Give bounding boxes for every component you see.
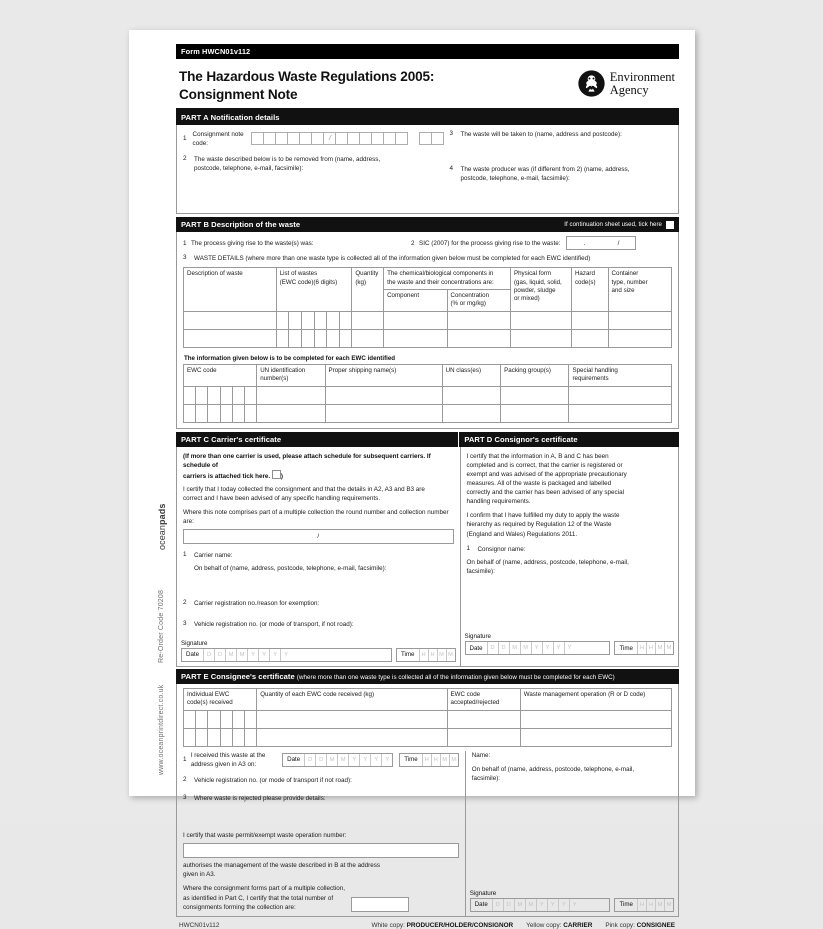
- ewc-header-row: [184, 364, 672, 386]
- part-e-q3-label: Where waste is rejected please provide details:: [194, 794, 326, 803]
- col-description: Description of waste: [184, 268, 277, 312]
- part-d-header: [458, 432, 679, 447]
- part-d-q1-sub: On behalf of (name, address, postcode, telephone, e-mail, facsimile):: [467, 558, 673, 576]
- part-cd-headers: [176, 432, 679, 447]
- round-collection-number-field[interactable]: [183, 529, 454, 544]
- part-c-header: [176, 432, 458, 447]
- col-individual-ewc: Individual EWC code(s) received: [184, 688, 257, 710]
- col-accepted-rejected: EWC code accepted/rejected: [447, 688, 520, 710]
- col-quantity-received: Quantity of each EWC code received (kg): [257, 688, 447, 710]
- sic-dot: .: [584, 239, 586, 248]
- sic-code-field[interactable]: [566, 236, 636, 250]
- part-e-total-consignments-field[interactable]: [351, 897, 409, 912]
- col-packing-group: Packing group(s): [501, 364, 569, 386]
- continuation-tick-group: [564, 221, 674, 229]
- part-d-confirm-text: I confirm that I have fulfilled my duty to apply the waste hierarchy as required by Regulation 12 of the Waste (England and Wales) Regulations 2011.: [467, 511, 673, 538]
- col-quantity: Quantity (kg): [352, 268, 384, 312]
- part-c-q2-label: Carrier registration no./reason for exemption:: [194, 599, 319, 608]
- table-row[interactable]: [184, 386, 672, 404]
- part-d-signature-row: [461, 641, 679, 659]
- col-management-operation: Waste management operation (R or D code): [520, 688, 671, 710]
- part-c-date-label: Date: [182, 651, 203, 658]
- part-d-time-label: Time: [615, 645, 637, 652]
- part-c-time-label: Time: [397, 651, 419, 658]
- consignment-note-code-suffix[interactable]: [419, 132, 444, 145]
- sic-slash: /: [618, 239, 620, 248]
- part-e-authorise-text: authorises the management of the waste described in B at the address given in A3.: [183, 861, 459, 879]
- part-c-date-field[interactable]: Date D D M M Y Y Y Y: [181, 648, 392, 662]
- col-component: Component: [384, 290, 447, 312]
- table-row[interactable]: [184, 329, 672, 347]
- form-footer: [176, 917, 679, 929]
- part-a-q2-label: The waste described below is to be removed from (name, address, postcode, telephone, e-mail, facsimile):: [194, 155, 380, 173]
- table-row[interactable]: [184, 710, 672, 728]
- part-e-q3-input[interactable]: [183, 803, 459, 829]
- part-e-q2-number: 2: [183, 776, 191, 785]
- page-title: The Hazardous Waste Regulations 2005: Consignment Note: [179, 68, 434, 102]
- part-d-time-field[interactable]: Time H H M M: [614, 641, 674, 655]
- part-b-q2-number: 2: [411, 240, 419, 247]
- table-row[interactable]: [184, 728, 672, 746]
- part-e-q2-input[interactable]: [183, 785, 459, 794]
- part-d-signature-label: Signature: [461, 633, 679, 641]
- table-row[interactable]: [184, 404, 672, 422]
- part-c-signature-label: Signature: [177, 640, 460, 648]
- part-c-certify-text: I certify that I today collected the consignment and that the details in A2, A3 and B3 are correct and I have been advised of any specific handling requirements.: [183, 485, 454, 503]
- col-shipping-name: Proper shipping name(s): [325, 364, 442, 386]
- part-e-sign-time-field[interactable]: Time H H M M: [614, 898, 674, 912]
- part-e-panel: [176, 684, 679, 917]
- part-a-q4-input[interactable]: [450, 183, 672, 201]
- part-d-certify-text: I certify that the information in A, B and C has been completed and is correct, that the carrier is registered or exempt and was advised of the appropriate precautionary measures. All of the waste is packaged and labelled correctly and the carrier has been advised of any special handling requirements.: [467, 452, 673, 507]
- waste-details-table: [183, 267, 672, 348]
- part-d-date-field[interactable]: Date D D M M Y Y Y Y: [465, 641, 611, 655]
- part-d-q1-number: 1: [467, 545, 475, 554]
- col-physical-form: Physical form (gas, liquid, solid, powder, sludge or mixed): [510, 268, 571, 312]
- part-e-time-label: Time: [400, 756, 422, 763]
- part-a-panel: [176, 125, 679, 215]
- environment-agency-icon: [578, 70, 605, 97]
- part-e-sign-time-label: Time: [615, 901, 637, 908]
- part-e-q3-number: 3: [183, 794, 191, 803]
- part-a-q3-number: 3: [450, 130, 458, 139]
- part-c-q1-label: Carrier name:: [194, 551, 233, 560]
- consignment-note-form: [176, 44, 679, 929]
- part-e-q2-label: Vehicle registration no. (or mode of transport if not road):: [194, 776, 352, 785]
- part-e-date-label: Date: [283, 756, 304, 763]
- form-header: [176, 59, 679, 104]
- part-e-q1-number: 1: [183, 756, 188, 763]
- col-hazard-code: Hazard code(s): [571, 268, 608, 312]
- part-e-signature-row: [466, 898, 678, 916]
- part-e-onbehalf-input[interactable]: [472, 783, 672, 823]
- part-b-panel: [176, 232, 679, 429]
- part-c-q3-number: 3: [183, 620, 191, 629]
- part-c-q2-number: 2: [183, 599, 191, 608]
- part-a-q1-number: 1: [183, 135, 190, 142]
- part-e-name-label: Name:: [472, 751, 672, 760]
- continuation-tick-checkbox[interactable]: [666, 221, 674, 229]
- part-c-q3-label: Vehicle registration no. (or mode of transport, if not road):: [194, 620, 354, 629]
- part-e-multiple-text: Where the consignment forms part of a multiple collection, as identified in Part C, I certify that the total number of consignments forming the collection are:: [183, 884, 345, 911]
- part-e-received-date-field[interactable]: Date D D M M Y Y Y Y: [282, 753, 393, 767]
- part-a-q4-label: The waste producer was (if different from 2) (name, address, postcode, telephone, e-mail, facsimile):: [461, 165, 630, 183]
- reorder-code: Re-Order Code 70208: [158, 590, 165, 663]
- table-header-row: [184, 268, 672, 290]
- part-a-q2-number: 2: [183, 155, 191, 173]
- part-a-q2-input[interactable]: [183, 173, 444, 207]
- round-collection-slash: /: [317, 532, 319, 541]
- part-a-q4-number: 4: [450, 165, 458, 183]
- part-c-q3-input[interactable]: [183, 629, 454, 638]
- part-e-received-time-field[interactable]: Time H H M M: [399, 753, 459, 767]
- part-c-title: PART C Carrier's certificate: [181, 435, 281, 444]
- consignment-note-code-field[interactable]: [251, 132, 408, 145]
- part-b-q3-label: WASTE DETAILS (where more than one waste type is collected all of the information given below must be completed for each EWC identified): [194, 254, 590, 263]
- part-c-q1-input[interactable]: [183, 573, 454, 597]
- part-b-header: [176, 217, 679, 232]
- col-un-class: UN class(es): [442, 364, 501, 386]
- copy-yellow: Yellow copy: CARRIER: [526, 922, 592, 929]
- col-ewc-list: List of wastes (EWC code)(6 digits): [276, 268, 352, 312]
- website-url: www.oceanprintdirect.co.uk: [158, 685, 165, 775]
- part-c-q2-input[interactable]: [183, 608, 454, 620]
- part-a-q1-label: Consignment note code:: [193, 130, 249, 148]
- form-code-bar: Form HWCN01v112: [176, 44, 679, 59]
- part-b-q3-number: 3: [183, 254, 191, 263]
- part-e-header: [176, 669, 679, 684]
- part-a-header: [176, 110, 679, 125]
- part-b-title: PART B Description of the waste: [181, 220, 300, 229]
- consignee-table: [183, 688, 672, 747]
- part-e-permit-label: I certify that waste permit/exempt waste operation number:: [183, 831, 459, 840]
- part-b-q1-label: The process giving rise to the waste(s) was:: [191, 239, 411, 248]
- ewc-section-note: The information given below is to be completed for each EWC identified: [177, 352, 678, 364]
- copy-pink: Pink copy: CONSIGNEE: [605, 922, 675, 929]
- part-e-signature-label: Signature: [466, 890, 678, 898]
- environment-agency-logo: [578, 68, 675, 97]
- part-a-q3-label: The waste will be taken to (name, address and postcode):: [461, 130, 622, 139]
- footer-copies: [371, 922, 675, 929]
- part-e-permit-field[interactable]: [183, 843, 459, 858]
- part-e-onbehalf-label: On behalf of (name, address, postcode, telephone, e-mail, facsimile):: [472, 765, 672, 783]
- col-special-handling: Special handling requirements: [569, 364, 672, 386]
- part-e-sign-date-label: Date: [471, 901, 492, 908]
- ewc-details-table: [183, 364, 672, 423]
- col-container: Container type, number and size: [608, 268, 671, 312]
- col-un-id: UN identification number(s): [257, 364, 325, 386]
- col-ewc-code: EWC code: [184, 364, 257, 386]
- part-b-q1-number: 1: [183, 240, 191, 247]
- part-e-subtitle: (where more than one waste type is collected all of the information given below must be completed for each EWC): [297, 674, 615, 681]
- footer-form-code: HWCN01v112: [179, 922, 219, 929]
- part-a-title: PART A Notification details: [181, 113, 280, 122]
- copy-white: White copy: PRODUCER/HOLDER/CONSIGNOR: [371, 922, 513, 929]
- part-c-time-field[interactable]: Time H H M M: [396, 648, 456, 662]
- part-c-schedule-note: (If more than one carrier is used, please attach schedule for subsequent carriers. If schedule of carriers is attached tick here. ): [183, 452, 454, 481]
- part-d-q1-label: Consignor name:: [478, 545, 526, 554]
- part-c-multiple-note: Where this note comprises part of a multiple collection the round number and collection number are:: [183, 508, 454, 526]
- col-chemical-components: The chemical/biological components in the waste and their concentrations are:: [384, 268, 511, 290]
- col-concentration: Concentration (% or mg/kg): [447, 290, 510, 312]
- part-d-title: PART D Consignor's certificate: [464, 435, 577, 444]
- form-sheet: [129, 30, 695, 796]
- part-d-date-label: Date: [466, 645, 487, 652]
- part-e-title: PART E Consignee's certificate (where more than one waste type is collected all of the information given below must be completed for each EWC): [181, 672, 615, 681]
- code-separator: /: [323, 132, 336, 145]
- consignee-header-row: [184, 688, 672, 710]
- continuation-tick-label: If continuation sheet used, tick here: [564, 221, 662, 228]
- part-cd-body: [176, 447, 679, 667]
- part-e-q1-label: I received this waste at the address given in A3 on:: [191, 751, 276, 769]
- logo-wordmark: Environment Agency: [610, 71, 675, 97]
- part-c-q1-number: 1: [183, 551, 191, 560]
- carrier-schedule-checkbox[interactable]: [272, 470, 281, 479]
- table-row[interactable]: [184, 311, 672, 329]
- brand-oceanpads: oceanpads: [157, 504, 167, 550]
- part-b-q2-label: SIC (2007) for the process giving rise to the waste:: [419, 239, 560, 248]
- part-d-panel: [461, 447, 680, 667]
- part-c-panel: [176, 447, 461, 667]
- part-c-q1-sub: On behalf of (name, address, postcode, telephone, e-mail, facsimile):: [194, 564, 454, 573]
- part-d-q1-input[interactable]: [467, 576, 673, 628]
- part-e-sign-date-field[interactable]: Date D D M M Y Y Y Y: [470, 898, 611, 912]
- part-a-q3-input[interactable]: [450, 139, 672, 165]
- part-c-signature-row: [177, 648, 460, 666]
